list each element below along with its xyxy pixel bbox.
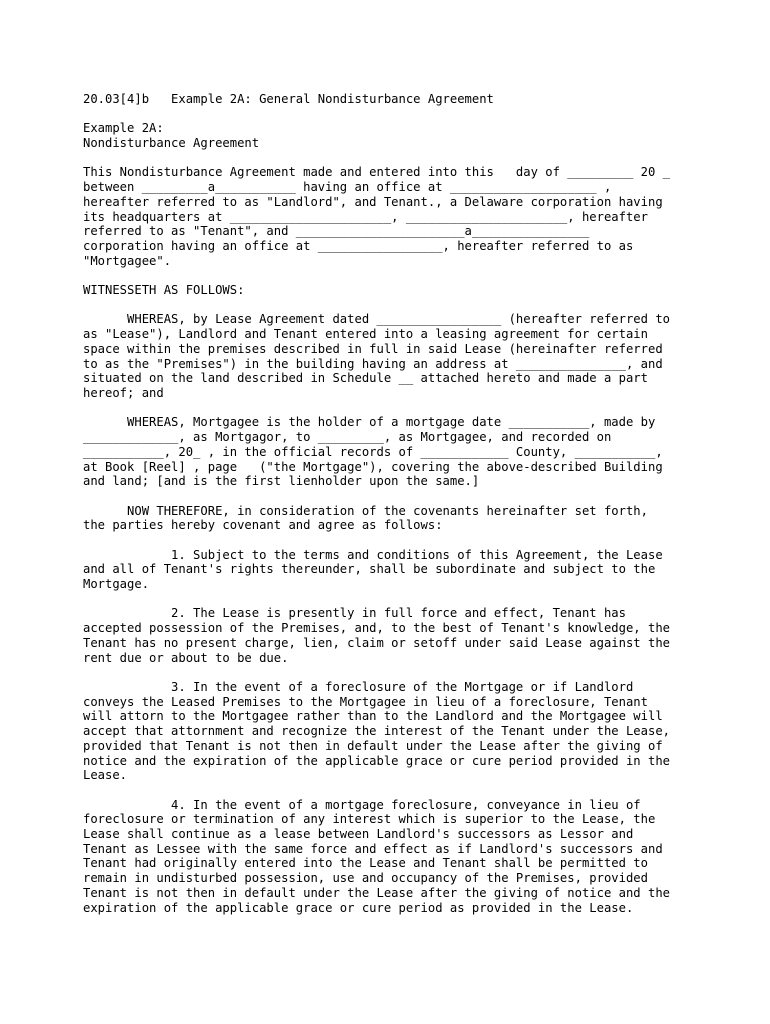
paragraph-line: to as the "Premises") in the building having an address at _______________, and	[83, 356, 663, 371]
intro-line: its headquarters at ______________________, ______________________, hereafter	[83, 209, 648, 224]
clause-line: will attorn to the Mortgagee rather than to the Landlord and the Mortgagee will	[83, 709, 663, 724]
example-title	[83, 121, 770, 150]
clause-line: provided that Tenant is not then in default under the Lease after the giving of	[83, 738, 663, 753]
paragraph-line: _____________, as Mortgagor, to _________, as Mortgagee, and recorded on	[83, 430, 612, 445]
intro-line: between _________a___________ having an office at ____________________ ,	[83, 180, 612, 195]
clause-line: foreclosure or termination of any interest which is superior to the Lease, the	[83, 812, 656, 827]
clause-line: remain in undisturbed possession, use and occupancy of the Premises, provided	[83, 871, 648, 886]
paragraph-line: WHEREAS, Mortgagee is the holder of a mortgage date ___________, made by	[83, 415, 656, 430]
intro-line: "Mortgagee".	[83, 253, 172, 268]
clause-line: notice and the expiration of the applicable grace or cure period provided in the	[83, 753, 670, 768]
clause-1	[83, 548, 770, 592]
intro-line: This Nondisturbance Agreement made and entered into this day of _________ 20 _	[83, 165, 670, 180]
clause-line: Lease shall continue as a lease between Landlord's successors as Lessor and	[83, 827, 634, 841]
paragraph-line: ___________, 20_ , in the official records of ____________ County, ___________,	[83, 444, 663, 459]
heading-line: 20.03[4]b Example 2A: General Nondisturbance Agreement	[83, 92, 494, 106]
clause-line: Tenant is not then in default under the Lease after the giving of notice and the	[83, 885, 670, 900]
clause-2	[83, 606, 770, 665]
paragraph-line: and land; [and is the first lienholder upon the same.]	[83, 474, 480, 489]
example-label: Example 2A:	[83, 121, 164, 136]
clause-line: 4. In the event of a mortgage foreclosure, conveyance in lieu of	[83, 797, 641, 812]
witnesseth-line: WITNESSETH AS FOLLOWS:	[83, 283, 245, 298]
intro-line: referred to as "Tenant", and _______________________a________________	[83, 224, 590, 239]
document-title: Nondisturbance Agreement	[83, 136, 260, 151]
section-heading	[83, 92, 770, 107]
whereas-lease-paragraph	[83, 312, 770, 400]
clause-line: Lease.	[83, 768, 128, 783]
intro-line: corporation having an office at _________________, hereafter referred to as	[83, 239, 634, 253]
clause-line: conveys the Leased Premises to the Mortgagee in lieu of a foreclosure, Tenant	[83, 694, 648, 709]
intro-line: hereafter referred to as "Landlord", and Tenant., a Delaware corporation having	[83, 194, 663, 209]
clause-line: Tenant had originally entered into the Lease and Tenant shall be permitted to	[83, 856, 648, 871]
paragraph-line: at Book [Reel] , page ("the Mortgage"), covering the above-described Building	[83, 459, 663, 474]
clause-line: expiration of the applicable grace or cure period as provided in the Lease.	[83, 900, 634, 915]
paragraph-line: hereof; and	[83, 386, 164, 400]
clause-line: 3. In the event of a foreclosure of the Mortgage or if Landlord	[83, 679, 634, 694]
clause-line: rent due or about to be due.	[83, 650, 289, 665]
clause-line: and all of Tenant's rights thereunder, shall be subordinate and subject to the	[83, 562, 656, 577]
clause-line: 2. The Lease is presently in full force and effect, Tenant has	[83, 606, 626, 621]
whereas-mortgage-paragraph	[83, 415, 770, 489]
paragraph-line: NOW THEREFORE, in consideration of the covenants hereinafter set forth,	[83, 503, 648, 518]
now-therefore-paragraph	[83, 504, 770, 533]
clause-3	[83, 680, 770, 783]
clause-line: Tenant as Lessee with the same force and effect as if Landlord's successors and	[83, 841, 663, 856]
clause-line: Tenant has no present charge, lien, claim or setoff under said Lease against the	[83, 635, 670, 650]
paragraph-line: WHEREAS, by Lease Agreement dated _________________ (hereafter referred to	[83, 312, 670, 327]
witnesseth-heading	[83, 283, 770, 298]
clause-line: accepted possession of the Premises, and, to the best of Tenant's knowledge, the	[83, 621, 670, 636]
clause-line: Mortgage.	[83, 577, 150, 592]
paragraph-line: the parties hereby covenant and agree as follows:	[83, 518, 443, 533]
paragraph-line: as "Lease"), Landlord and Tenant entered into a leasing agreement for certain	[83, 327, 648, 342]
paragraph-line: space within the premises described in full in said Lease (hereinafter referred	[83, 341, 663, 356]
intro-paragraph	[83, 165, 770, 268]
clause-line: accept that attornment and recognize the interest of the Tenant under the Lease,	[83, 724, 670, 739]
paragraph-line: situated on the land described in Schedule __ attached hereto and made a part	[83, 371, 648, 386]
clause-4	[83, 798, 770, 916]
clause-line: 1. Subject to the terms and conditions of this Agreement, the Lease	[83, 547, 663, 562]
